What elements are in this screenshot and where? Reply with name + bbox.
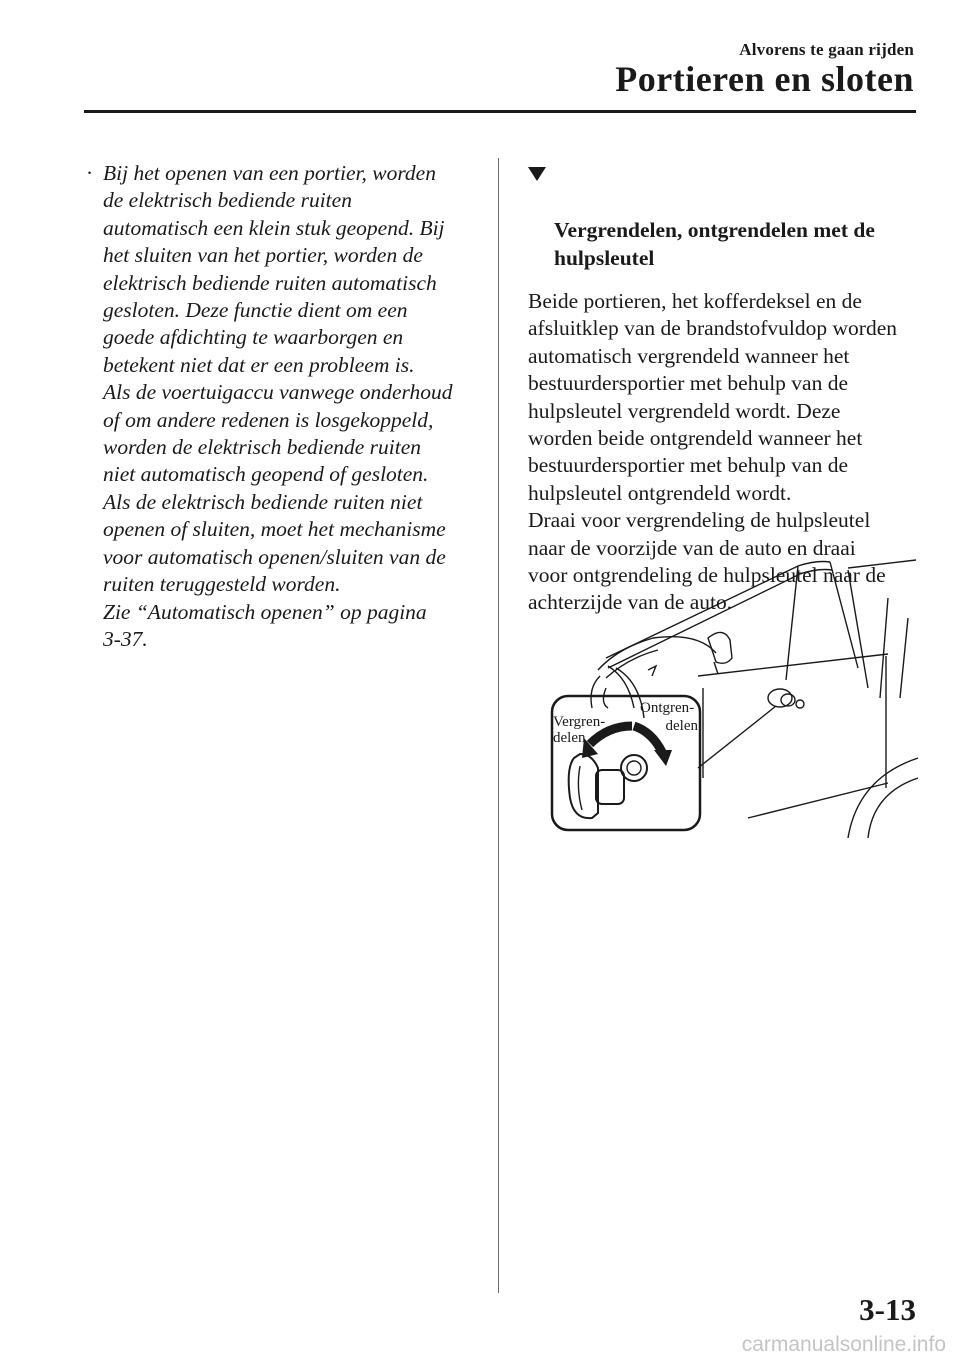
unlock-label-line1: Ontgren- (640, 700, 695, 716)
page-title: Portieren en sloten (615, 59, 914, 99)
key-lock-illustration (548, 558, 918, 838)
header-rule (84, 110, 916, 113)
section-heading-text: Vergrendelen, ontgrendelen met de hulpsleutel (554, 218, 875, 270)
left-column (84, 160, 484, 653)
section-body: Beide portieren, het kofferdeksel en de afsluitklep van de brandstofvuldop worden automatisch vergrendeld wanneer het bestuurdersportier met behulp van de hulpsleutel vergrendeld wordt. Deze worden beide ontgrendeld wanneer het bestuurdersportier met behulp van de hulpsleutel ontgrendeld wordt. Draai voor vergrendeling de hulpsleutel naar de voorzijde van de auto en draai voor ontgrendeling de hulpsleutel naar de achterzijde van de auto. (528, 289, 897, 615)
unlock-label-line2: delen (665, 718, 698, 734)
page-number: 3-13 (859, 1292, 916, 1327)
watermark: carmanualsonline.info (741, 1333, 946, 1356)
column-divider (498, 158, 499, 1293)
lock-label-line1: Vergren- (553, 714, 606, 730)
header-section-title: Alvorens te gaan rijden (739, 40, 914, 59)
right-column (528, 160, 920, 617)
lock-label-line2: delen (553, 730, 586, 746)
bullet-icon: · (86, 161, 94, 185)
triangle-down-icon (528, 167, 546, 181)
car-door-diagram (548, 558, 918, 838)
section-heading (528, 160, 920, 272)
note-paragraph: Bij het openen van een portier, worden de elektrisch bediende ruiten automatisch een klein stuk geopend. Bij het sluiten van het portier, worden de elektrisch bediende ruiten automatisch gesloten. Deze functie dient om een goede afdichting te waarborgen en betekent niet dat er een probleem is. Als de voertuigaccu vanwege onderhoud of om andere redenen is losgekoppeld, worden de elektrisch bediende ruiten niet automatisch geopend of gesloten. Als de elektrisch bediende ruiten niet openen of sluiten, moet het mechanisme voor automatisch openen/sluiten van de ruiten teruggesteld worden. Zie “Automatisch openen” op pagina 3-37. (103, 161, 453, 651)
